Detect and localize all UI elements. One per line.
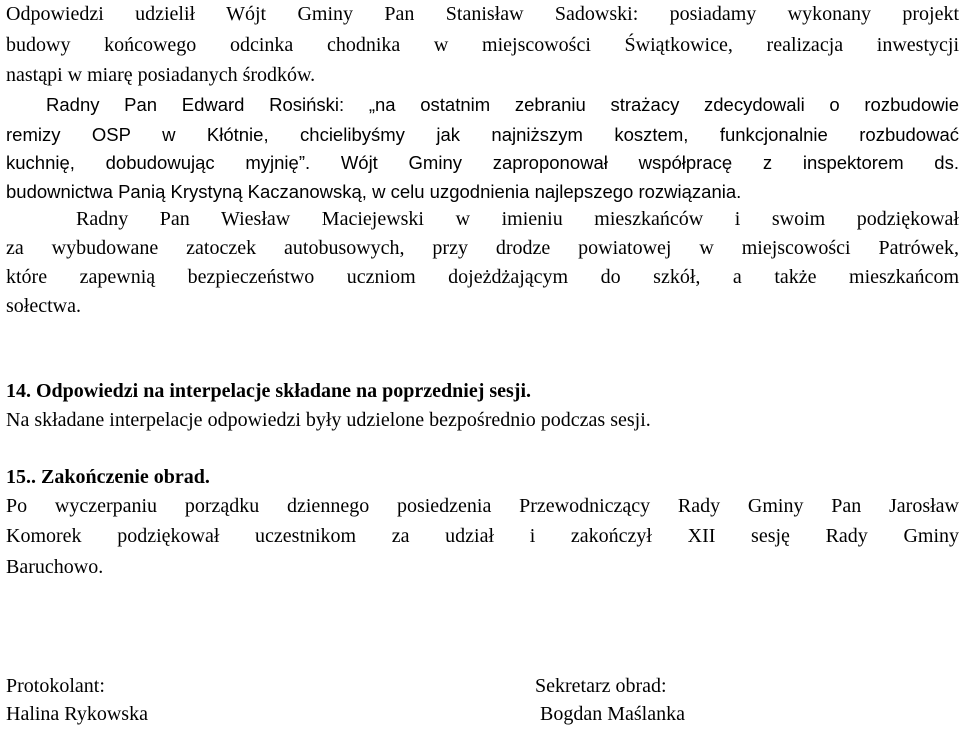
paragraph3-line-3: które zapewnią bezpieczeństwo uczniom dojeżdżającym do szkół, a także mieszkańcom [6,266,959,288]
section15-heading: 15.. Zakończenie obrad. [6,466,210,488]
paragraph1-line-2: budowy końcowego odcinka chodnika w miejscowości Świątkowice, realizacja inwestycji [6,34,959,56]
section14-heading: 14. Odpowiedzi na interpelacje składane na poprzedniej sesji. [6,380,532,402]
paragraph1-line-1: Odpowiedzi udzielił Wójt Gminy Pan Stanisław Sadowski: posiadamy wykonany projekt [6,3,959,25]
section15-line-2: Komorek podziękował uczestnikom za udział i zakończył XII sesję Rady Gminy [6,525,959,547]
paragraph1-line-3: nastąpi w miarę posiadanych środków. [6,64,316,86]
paragraph3-line-1: Radny Pan Wiesław Maciejewski w imieniu mieszkańców i swoim podziękował [76,208,959,230]
sekretarz-name: Bogdan Maślanka [540,703,685,725]
paragraph2-line-3: kuchnię, dobudowując myjnię”. Wójt Gminy zaproponował współpracę z inspektorem ds. [6,152,959,173]
paragraph2-line-1: Radny Pan Edward Rosiński: „na ostatnim zebraniu strażacy zdecydowali o rozbudowie [46,94,959,115]
section14-text: Na składane interpelacje odpowiedzi były udzielone bezpośrednio podczas sesji. [6,409,651,431]
paragraph3-line-2: za wybudowane zatoczek autobusowych, przy drodze powiatowej w miejscowości Patrówek, [6,237,959,259]
protokolant-label: Protokolant: [6,675,105,697]
paragraph2-line-2: remizy OSP w Kłótnie, chcielibyśmy jak najniższym kosztem, funkcjonalnie rozbudować [6,124,959,145]
paragraph2-line-4: budownictwa Panią Krystyną Kaczanowską, w celu uzgodnienia najlepszego rozwiązania. [6,181,742,202]
section15-line-3: Baruchowo. [6,556,104,578]
paragraph3-line-4: sołectwa. [6,295,81,317]
sekretarz-label: Sekretarz obrad: [535,675,667,697]
protokolant-name: Halina Rykowska [6,703,148,725]
section15-line-1: Po wyczerpaniu porządku dziennego posiedzenia Przewodniczący Rady Gminy Pan Jarosław [6,495,959,517]
